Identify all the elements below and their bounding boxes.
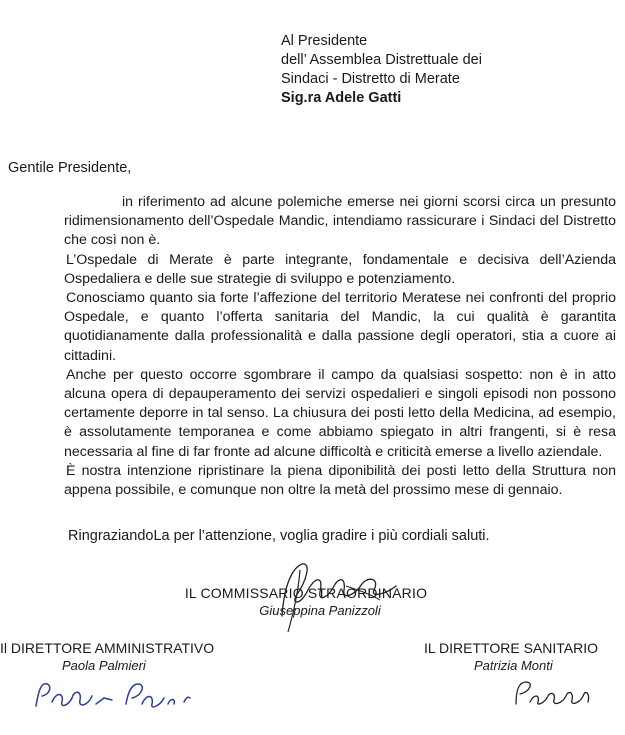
recipient-line-2: dell’ Assemblea Distrettuale dei — [281, 52, 482, 68]
recipient-line-1: Al Presidente — [281, 33, 368, 49]
sanitario-role: IL DIRETTORE SANITARIO — [424, 640, 598, 656]
closing-line: RingraziandoLa per l’attenzione, voglia gradire i più cordiali saluti. — [68, 528, 490, 544]
recipient-line-3: Sindaci - Distretto di Merate — [281, 71, 460, 87]
letter-body — [64, 193, 616, 500]
signature-block-commissario — [181, 585, 431, 618]
recipient-block — [281, 32, 482, 108]
commissario-name: Giuseppina Panizzoli — [259, 603, 381, 618]
paragraph-5: È nostra intenzione ripristinare la piena diponibilità dei posti letto della Struttura non appena possibile, e comunque non oltre la metà del prossimo mese di gennaio. — [64, 462, 616, 499]
paragraph-2: L’Ospedale di Merate è parte integrante, fondamentale e decisiva dell’Azienda Ospedaliera e delle sue strategie di sviluppo e potenziamento. — [64, 251, 616, 287]
amministrativo-role: Il DIRETTORE AMMINISTRATIVO — [0, 640, 215, 656]
handwritten-signature-amministrativo — [30, 676, 200, 716]
recipient-name: Sig.ra Adele Gatti — [281, 90, 402, 106]
signature-block-amministrativo — [0, 640, 214, 673]
handwritten-signature-sanitario — [510, 676, 600, 710]
amministrativo-name: Paola Palmieri — [62, 658, 146, 673]
paragraph-1: in riferimento ad alcune polemiche emerse nei giorni scorsi circa un presunto ridimensionamento dell’Ospedale Mandic, intendiamo rassicurare i Sindaci del Distretto che così non è. — [64, 194, 616, 249]
signature-block-sanitario — [424, 640, 598, 673]
sanitario-name: Patrizia Monti — [474, 658, 553, 673]
salutation: Gentile Presidente, — [8, 160, 132, 176]
paragraph-4: Anche per questo occorre sgombrare il campo da qualsiasi sospetto: non è in atto alcuna opera di depauperamento dei servizi ospedalieri e singoli episodi non possono certamente deporre in tal senso. La chiusura dei posti letto della Medicina, ad esempio, è assolutamente temporanea e come abbiamo spiegato in altri frangenti, si è resa necessaria al fine di far fronte ad alcune difficoltà e criticità emerse a livello aziendale. — [64, 366, 616, 460]
paragraph-3: Conosciamo quanto sia forte l’affezione del territorio Meratese nei confronti del proprio Ospedale, e quanto l’offerta sanitaria del Mandic, la cui qualità è garantita quotidianamente dalla professionalità e dalla passione degli operatori, stia a cuore ai cittadini. — [64, 290, 616, 364]
commissario-role: IL COMMISSARIO STRAORDINARIO — [184, 585, 428, 601]
